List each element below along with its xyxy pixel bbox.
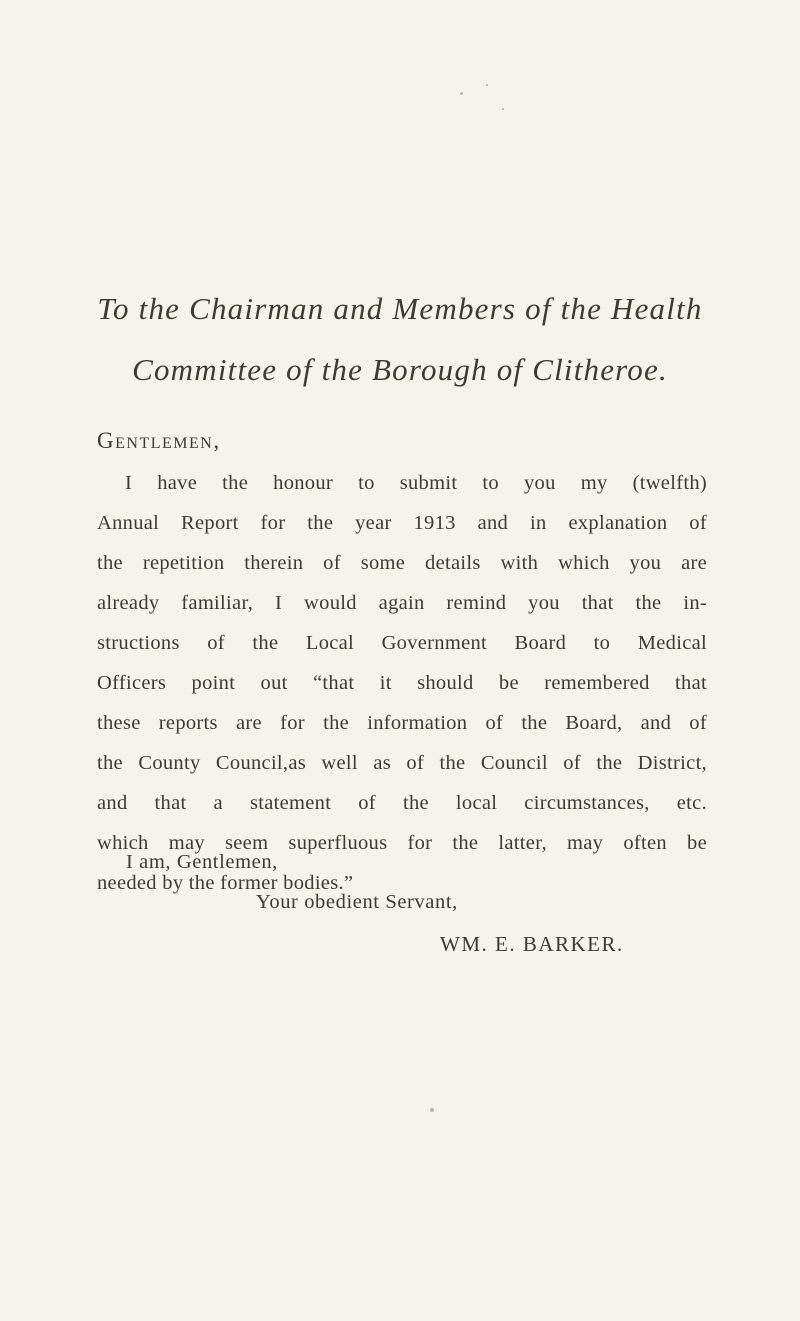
body-line: Officers point out “that it should be remembered that: [97, 672, 707, 694]
body-line: Annual Report for the year 1913 and in explanation of: [97, 512, 707, 534]
signature: WM. E. BARKER.: [440, 932, 624, 956]
body-line: and that a statement of the local circumstances, etc.: [97, 792, 707, 814]
body-line: which may seem superfluous for the latter, may often be: [97, 832, 707, 854]
heading-line-1: To the Chairman and Members of the Health: [97, 291, 703, 326]
body-line: the repetition therein of some details with which you are: [97, 552, 707, 574]
salutation: Gentlemen,: [97, 428, 221, 453]
heading-line-2: Committee of the Borough of Clitheroe.: [132, 352, 668, 387]
paper-speck: [430, 1108, 434, 1112]
body-line: needed by the former bodies.”: [97, 872, 354, 894]
paper-speck: [460, 92, 463, 95]
closing-valediction: Your obedient Servant,: [256, 891, 458, 913]
body-line: these reports are for the information of the Board, and of: [97, 712, 707, 734]
closing-greeting: I am, Gentlemen,: [126, 851, 278, 873]
body-line: structions of the Local Government Board to Medical: [97, 632, 707, 654]
letter-body: [97, 463, 707, 903]
body-line: I have the honour to submit to you my (twelfth): [125, 472, 707, 494]
paper-speck: [502, 108, 504, 110]
body-line: already familiar, I would again remind you that the in-: [97, 592, 707, 614]
paper-speck: [486, 84, 488, 86]
body-line: the County Council,as well as of the Council of the District,: [97, 752, 707, 774]
